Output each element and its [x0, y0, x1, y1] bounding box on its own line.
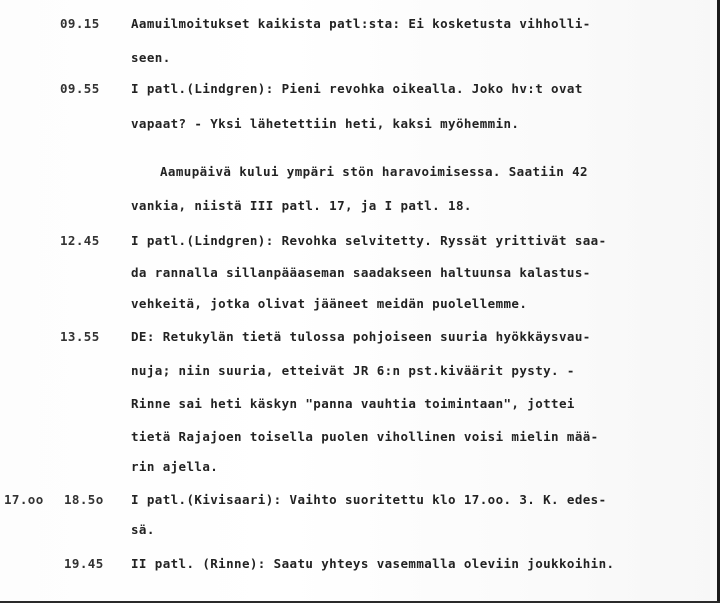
entry-time: 19.45 [64, 556, 104, 571]
entry-time: 13.55 [60, 329, 100, 344]
entry-text-line: I patl.(Kivisaari): Vaihto suoritettu klo 17.oo. 3. K. edes- [131, 492, 607, 507]
entry-text-line: I patl.(Lindgren): Revohka selvitetty. Ryssät yrittivät saa- [131, 233, 607, 248]
entry-time: 09.55 [60, 81, 100, 96]
entry-text-line: DE: Retukylän tietä tulossa pohjoiseen suuria hyökkäysvau- [131, 329, 591, 344]
entry-text-line: I patl.(Lindgren): Pieni revohka oikealla. Joko hv:t ovat [131, 81, 583, 96]
entry-time: 18.5o [64, 492, 104, 507]
entry-text-line: vehkeitä, jotka olivat jääneet meidän puolellemme. [131, 296, 528, 311]
entry-text-line: Aamuilmoitukset kaikista patl:sta: Ei kosketusta vihholli- [131, 16, 591, 31]
entry-text-line: seen. [131, 50, 171, 65]
entry-time: 12.45 [60, 233, 100, 248]
entry-time: 09.15 [60, 16, 100, 31]
entry-text-line: II patl. (Rinne): Saatu yhteys vasemmalla oleviin joukkoihin. [131, 556, 615, 571]
entry-text-line: da rannalla sillanpääaseman saadakseen haltuunsa kalastus- [131, 265, 591, 280]
narrative-text-line: vankia, niistä III patl. 17, ja I patl. 18. [131, 198, 472, 213]
entry-time-secondary: 17.oo [4, 492, 44, 507]
narrative-text-line: Aamupäivä kului ympäri stön haravoimisessa. Saatiin 42 [160, 164, 588, 179]
entry-text-line: tietä Rajajoen toisella puolen vihollinen voisi mielin mää- [131, 429, 599, 444]
entry-text-line: vapaat? - Yksi lähetettiin heti, kaksi myöhemmin. [131, 116, 520, 131]
entry-text-line: sä. [131, 522, 155, 537]
entry-text-line: Rinne sai heti käskyn "panna vauhtia toimintaan", jottei [131, 396, 575, 411]
entry-text-line: rin ajella. [131, 459, 219, 474]
entry-text-line: nuja; niin suuria, etteivät JR 6:n pst.kiväärit pysty. - [131, 363, 575, 378]
